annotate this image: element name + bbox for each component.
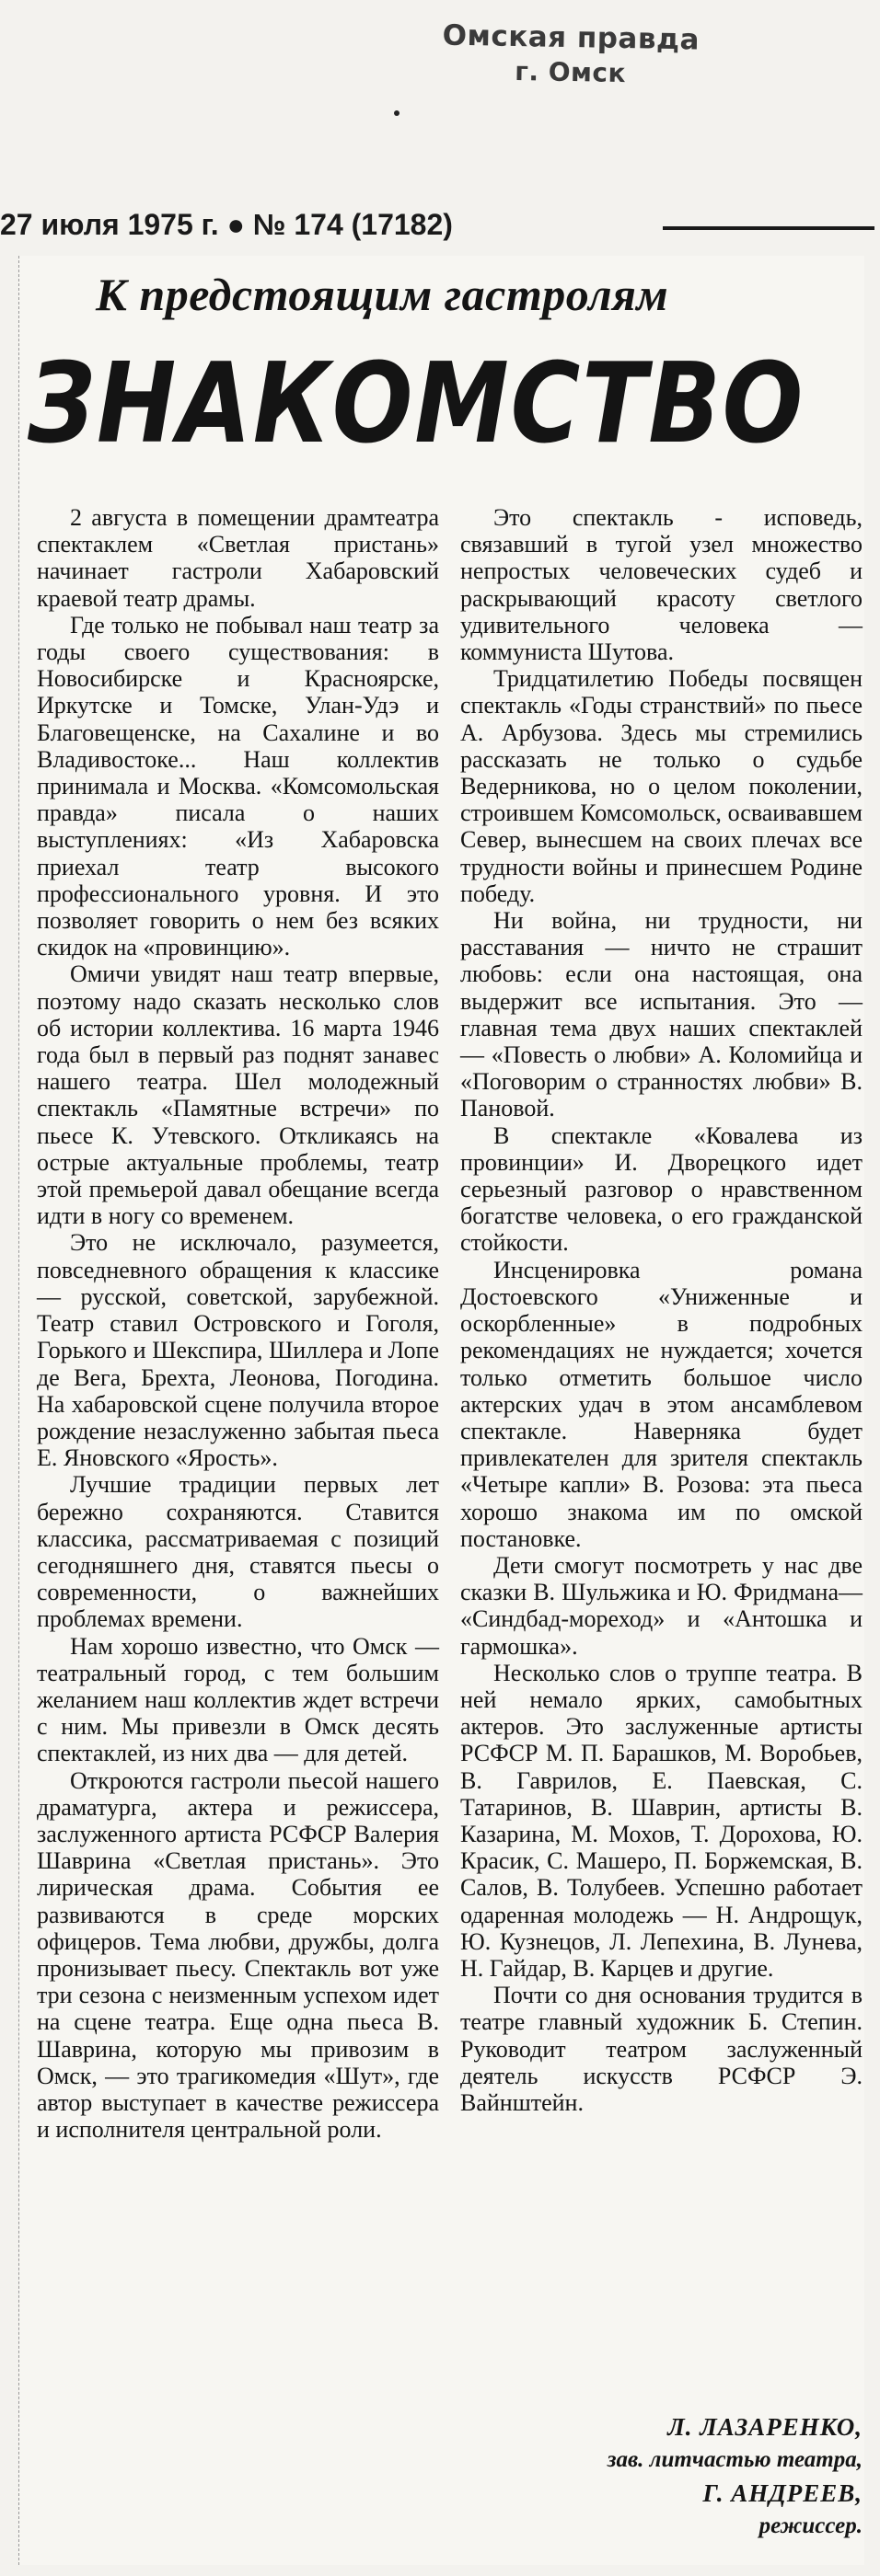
paragraph: Омичи увидят наш театр впервые, поэтому надо сказать несколько слов об истории коллектива. 16 марта 1946 года был в первый раз поднят занавес нашего театра. Шел молодежный спектакль «Памятные встречи» по пьесе К. Утевского. Откликаясь на острые актуальные проблемы, театр этой премьерой давал обещание всегда идти в ногу со временем. [37, 960, 439, 1230]
paragraph: Это спектакль - исповедь, связавший в тугой узел множество непростых человеческих судеб и раскрывающий красоту светлого удивительного человека — коммуниста Шутова. [460, 504, 863, 666]
issue-date: 27 июля 1975 г. ● № 174 (17182) [0, 208, 453, 241]
author-role-2: режиссер. [758, 2513, 863, 2538]
dateline-rule [663, 226, 874, 230]
paragraph: Откроются гастроли пьесой нашего драматурга, актера и режиссера, заслуженного артиста РСФСР Валерия Шаврина «Светлая пристань». Это лирическая драма. События ее развиваются в среде морских офицеров. Тема любви, дружбы, долга пронизывает пьесу. Спектакль вот уже три сезона с неизменным успехом идет на сцене театра. Еще одна пьеса В. Шаврина, которую мы привозим в Омск, — это трагикомедия «Шут», где автор выступает в качестве режиссера и исполнителя центральной роли. [37, 1766, 439, 2144]
stamp-title: Омская правда [442, 18, 701, 57]
ink-dot [394, 110, 399, 116]
paragraph: Дети смогут посмотреть у нас две сказки В. Шульжика и Ю. Фридмана— «Синдбад-мореход» и «Антошка и гармошка». [460, 1551, 863, 1660]
article-headline: ЗНАКОМСТВО [28, 340, 805, 468]
author-role-1: зав. литчастью театра, [607, 2447, 863, 2472]
paragraph: В спектакле «Ковалева из провинции» И. Дворецкого идет серьезный разговор о нравственном богатстве человека, о его гражданской стойкости. [460, 1121, 863, 1257]
paragraph: Нам хорошо известно, что Омск — театральный город, с тем большим желанием наш коллектив ждет встречи с ним. Мы привезли в Омск десять спектаклей, из них два — для детей. [37, 1632, 439, 1767]
paragraph: Это не исключало, разумеется, повседневного обращения к классике — русской, советской, зарубежной. Театр ставил Островского и Гоголя, Горького и Шекспира, Шиллера и Лопе де Вега, Брехта, Леонова, Погодина. На хабаровской сцене получила второе рождение незаслуженно забытая пьеса Е. Яновского «Ярость». [37, 1229, 439, 1472]
article-column-right [460, 504, 863, 2116]
paragraph: Несколько слов о труппе театра. В ней немало ярких, самобытных актеров. Это заслуженные артисты РСФСР М. П. Барашков, М. Воробьев, В. Гаврилов, Е. Паевская, С. Татаринов, В. Шаврин, артисты В. Казарина, М. Мохов, Т. Дорохова, Ю. Красик, С. Машеро, П. Боржемская, В. Салов, В. Толубеев. Успешно работает одаренная молодежь — Н. Андрощук, Ю. Кузнецов, Л. Лепехина, В. Лунева, Н. Гайдар, В. Карцев и другие. [460, 1659, 863, 1982]
paragraph: Почти со дня основания трудится в театре главный художник Б. Степин. Руководит театром заслуженный деятель искусств РСФСР Э. Вайнштейн. [460, 1982, 863, 2116]
newspaper-stamp [404, 17, 736, 93]
paragraph: Лучшие традиции первых лет бережно сохраняются. Ставится классика, рассматриваемая с позиций сегодняшнего дня, ставятся пьесы о современности, о важнейших проблемах времени. [37, 1471, 439, 1633]
dateline [0, 204, 880, 250]
paragraph: 2 августа в помещении драмтеатра спектаклем «Светлая пристань» начинает гастроли Хабаровский краевой театр драмы. [37, 504, 439, 612]
paragraph: Ни война, ни трудности, ни расставания — ничто не страшит любовь: если она настоящая, она выдержит все испытания. Это — главная тема двух наших спектаклей — «Повесть о любви» А. Коломийца и «Поговорим о странностях любви» В. Пановой. [460, 907, 863, 1122]
author-signature-2: Г. АНДРЕЕВ, [702, 2479, 863, 2507]
article-column-left [37, 504, 439, 2143]
author-signature-1: Л. ЛАЗАРЕНКО, [667, 2413, 863, 2441]
paragraph: Тридцатилетию Победы посвящен спектакль «Годы странствий» по пьесе А. Арбузова. Здесь мы стремились рассказать не только о судьбе Ведерникова, но о целом поколении, строившем Комсомольск, осваивавшем Север, вынесшем на своих плечах все трудности войны и принесшем Родине победу. [460, 665, 863, 907]
stamp-city: г. Омск [514, 55, 627, 89]
paragraph: Инсценировка романа Достоевского «Униженные и оскорбленные» в подробных рекомендациях не нуждается; хочется только отметить большое число актерских удач в этом ансамблевом спектакле. Наверняка будет привлекателен для зрителя спектакль «Четыре капли» В. Розова: эта пьеса хорошо знакома им по омской постановке. [460, 1256, 863, 1552]
article-kicker: К предстоящим гастролям [96, 269, 669, 320]
paragraph: Где только не побывал наш театр за годы своего существования: в Новосибирске и Красноярске, Иркутске и Томске, Улан-Удэ и Благовещенске, на Сахалине и во Владивостоке... Наш коллектив принимала и Москва. «Комсомольская правда» писала о наших выступлениях: «Из Хабаровска приехал театр высокого профессионального уровня. И это позволяет говорить о нем без всяких скидок на «провинцию». [37, 611, 439, 961]
